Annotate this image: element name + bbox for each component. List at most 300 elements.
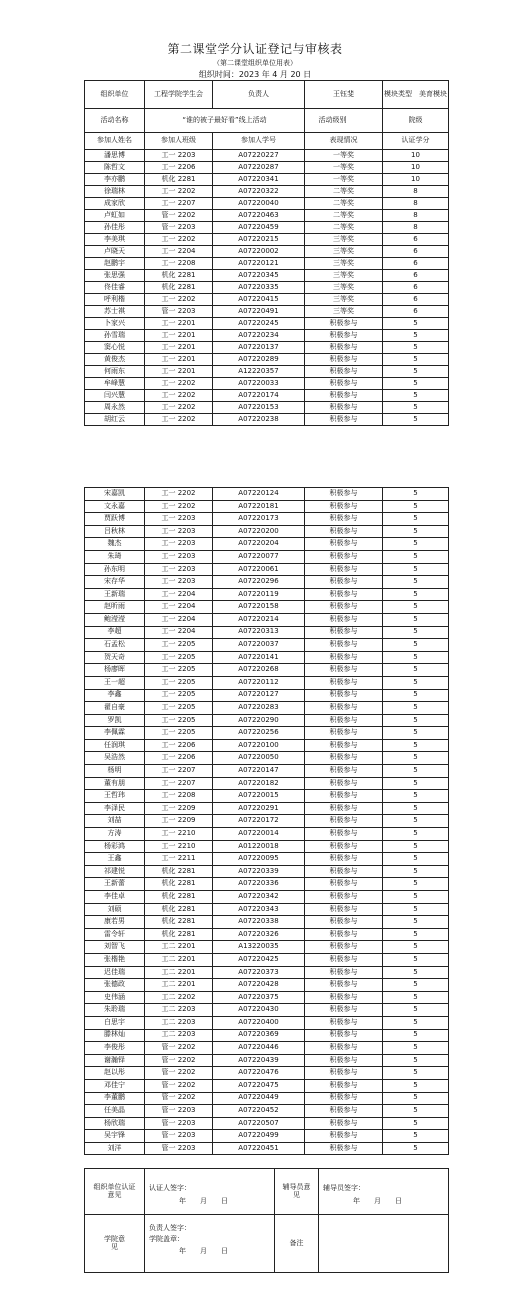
cell-class: 工一 2210	[145, 840, 213, 853]
cell-credit: 5	[383, 739, 449, 752]
cell-performance: 积极参与	[305, 777, 383, 790]
table-row	[85, 689, 449, 702]
table-row	[85, 626, 449, 639]
cell-class: 机化 2281	[145, 916, 213, 929]
table-row	[85, 828, 449, 841]
cell-class: 工一 2202	[145, 390, 213, 402]
cell-performance: 积极参与	[305, 1054, 383, 1067]
col-performance: 表现情况	[305, 133, 383, 150]
cell-performance: 积极参与	[305, 916, 383, 929]
cell-student-id: A07220313	[213, 626, 305, 639]
cell-performance: 积极参与	[305, 853, 383, 866]
cell-credit: 5	[383, 941, 449, 954]
cell-student-id: A07220119	[213, 588, 305, 601]
cell-name: 白思宇	[85, 1016, 145, 1029]
cell-student-id: A07220200	[213, 525, 305, 538]
cell-student-id: A13220035	[213, 941, 305, 954]
cell-name: 李美琪	[85, 234, 145, 246]
cell-name: 赵以彤	[85, 1067, 145, 1080]
table-row	[85, 294, 449, 306]
cell-student-id: A07220147	[213, 765, 305, 778]
cell-credit: 5	[383, 1067, 449, 1080]
cell-student-id: A07220002	[213, 246, 305, 258]
table-header-row	[85, 133, 449, 150]
cell-name: 史伟涵	[85, 991, 145, 1004]
cell-performance: 三等奖	[305, 234, 383, 246]
cell-class: 工一 2206	[145, 739, 213, 752]
cell-name: 苏士祺	[85, 306, 145, 318]
cell-credit: 5	[383, 676, 449, 689]
cell-performance: 积极参与	[305, 840, 383, 853]
cell-performance: 积极参与	[305, 802, 383, 815]
cell-name: 刘喆	[85, 815, 145, 828]
cell-class: 工一 2205	[145, 714, 213, 727]
table-row	[85, 488, 449, 501]
cell-student-id: A07220061	[213, 563, 305, 576]
cell-performance: 积极参与	[305, 651, 383, 664]
cell-name: 孙雪瑞	[85, 330, 145, 342]
table-row	[85, 702, 449, 715]
module-label: 模块类型	[384, 89, 412, 98]
cell-performance: 积极参与	[305, 702, 383, 715]
cell-credit: 5	[383, 991, 449, 1004]
cell-class: 工一 2205	[145, 639, 213, 652]
cell-name: 牟峰慧	[85, 378, 145, 390]
cell-class: 工一 2203	[145, 576, 213, 589]
cell-name: 卢晓天	[85, 246, 145, 258]
cell-performance: 积极参与	[305, 1042, 383, 1055]
col-name: 参加人姓名	[85, 133, 145, 150]
cell-class: 工一 2205	[145, 689, 213, 702]
cell-name: 迟佳瑞	[85, 966, 145, 979]
cell-credit: 5	[383, 402, 449, 414]
cell-performance: 积极参与	[305, 1092, 383, 1105]
table-row	[85, 318, 449, 330]
cell-credit: 5	[383, 979, 449, 992]
cell-performance: 积极参与	[305, 563, 383, 576]
cell-class: 工一 2207	[145, 198, 213, 210]
table-row	[85, 777, 449, 790]
table-row	[85, 342, 449, 354]
cell-class: 管一 2203	[145, 222, 213, 234]
cell-performance: 三等奖	[305, 270, 383, 282]
cell-performance: 积极参与	[305, 676, 383, 689]
cell-credit: 6	[383, 270, 449, 282]
cell-name: 雷令轩	[85, 928, 145, 941]
cell-performance: 积极参与	[305, 1079, 383, 1092]
table-row	[85, 752, 449, 765]
cell-credit: 5	[383, 1142, 449, 1155]
cell-performance: 积极参与	[305, 318, 383, 330]
cell-student-id: A07220459	[213, 222, 305, 234]
cell-name: 贺天奇	[85, 651, 145, 664]
cell-credit: 6	[383, 294, 449, 306]
cell-credit: 5	[383, 366, 449, 378]
cell-credit: 5	[383, 1092, 449, 1105]
cell-student-id: A07220182	[213, 777, 305, 790]
cell-student-id: A07220291	[213, 802, 305, 815]
cell-credit: 5	[383, 802, 449, 815]
cell-credit: 5	[383, 1079, 449, 1092]
table-row	[85, 234, 449, 246]
cell-class: 机化 2281	[145, 174, 213, 186]
cell-credit: 10	[383, 162, 449, 174]
cell-class: 工二 2203	[145, 1029, 213, 1042]
table-row	[85, 664, 449, 677]
table-row	[85, 953, 449, 966]
cell-credit: 5	[383, 891, 449, 904]
cell-credit: 5	[383, 588, 449, 601]
table-row	[85, 378, 449, 390]
cell-class: 工一 2202	[145, 294, 213, 306]
table-row	[85, 210, 449, 222]
cell-student-id: A07220452	[213, 1105, 305, 1118]
cell-credit: 5	[383, 1054, 449, 1067]
cell-name: 朱琦	[85, 550, 145, 563]
cell-student-id: A07220227	[213, 150, 305, 162]
cell-class: 管一 2202	[145, 1054, 213, 1067]
cell-credit: 8	[383, 198, 449, 210]
cell-student-id: A07220446	[213, 1042, 305, 1055]
cell-name: 陈哲文	[85, 162, 145, 174]
cell-credit: 5	[383, 714, 449, 727]
cell-class: 机化 2281	[145, 878, 213, 891]
cell-class: 工一 2201	[145, 354, 213, 366]
cell-student-id: A07220174	[213, 390, 305, 402]
cell-student-id: A07220322	[213, 186, 305, 198]
cell-student-id: A07220296	[213, 576, 305, 589]
cell-performance: 一等奖	[305, 174, 383, 186]
college-cell	[145, 1215, 275, 1273]
table-row	[85, 1142, 449, 1155]
table-row	[85, 588, 449, 601]
cell-name: 鲍滢滢	[85, 613, 145, 626]
col-id: 参加人学号	[213, 133, 305, 150]
certifier-sign: 认证人签字：	[149, 1184, 191, 1192]
cell-student-id: A07220415	[213, 294, 305, 306]
cell-performance: 积极参与	[305, 865, 383, 878]
cell-performance: 积极参与	[305, 891, 383, 904]
remark-value	[319, 1215, 449, 1273]
table-row	[85, 162, 449, 174]
cell-credit: 5	[383, 777, 449, 790]
cell-performance: 积极参与	[305, 342, 383, 354]
cell-class: 工一 2208	[145, 258, 213, 270]
table-row	[85, 878, 449, 891]
remark-label: 备注	[275, 1215, 319, 1273]
cell-class: 工一 2210	[145, 828, 213, 841]
cell-performance: 一等奖	[305, 162, 383, 174]
cell-performance: 积极参与	[305, 941, 383, 954]
cell-credit: 5	[383, 928, 449, 941]
cell-credit: 5	[383, 1117, 449, 1130]
table-row	[85, 1004, 449, 1017]
table-row	[85, 500, 449, 513]
cell-name: 邓佳宁	[85, 1079, 145, 1092]
cell-student-id: A07220095	[213, 853, 305, 866]
cell-performance: 积极参与	[305, 626, 383, 639]
college-opinion-label: 学院意见	[85, 1215, 145, 1273]
cell-credit: 5	[383, 414, 449, 426]
cell-name: 谢瀚铎	[85, 1054, 145, 1067]
cell-class: 工一 2209	[145, 815, 213, 828]
cell-credit: 5	[383, 953, 449, 966]
cell-name: 窦心悦	[85, 342, 145, 354]
cell-credit: 8	[383, 186, 449, 198]
lead-value: 王钰斐	[305, 81, 383, 109]
cell-class: 机化 2281	[145, 865, 213, 878]
cell-credit: 6	[383, 282, 449, 294]
cell-credit: 6	[383, 246, 449, 258]
cell-credit: 5	[383, 702, 449, 715]
cell-credit: 5	[383, 790, 449, 803]
cell-credit: 8	[383, 222, 449, 234]
cell-name: 赵鹏宇	[85, 258, 145, 270]
cell-name: 王新蕾	[85, 878, 145, 891]
cell-credit: 5	[383, 513, 449, 526]
table-row	[85, 270, 449, 282]
cell-student-id: A07220014	[213, 828, 305, 841]
cell-class: 工一 2205	[145, 702, 213, 715]
cell-performance: 二等奖	[305, 198, 383, 210]
module-cell	[383, 81, 449, 109]
cell-student-id: A07220050	[213, 752, 305, 765]
cell-class: 管一 2203	[145, 1117, 213, 1130]
cell-name: 贾跃博	[85, 513, 145, 526]
table-row	[85, 802, 449, 815]
table-row	[85, 979, 449, 992]
cell-name: 佟佳睿	[85, 282, 145, 294]
table-row	[85, 1130, 449, 1143]
cell-student-id: A07220339	[213, 865, 305, 878]
cell-student-id: A07220343	[213, 903, 305, 916]
cell-credit: 6	[383, 234, 449, 246]
cell-name: 李超	[85, 626, 145, 639]
cell-name: 卢虹如	[85, 210, 145, 222]
cell-class: 管一 2202	[145, 1042, 213, 1055]
cell-class: 工一 2204	[145, 588, 213, 601]
cell-student-id: A07220141	[213, 651, 305, 664]
cell-class: 工一 2205	[145, 651, 213, 664]
cell-name: 何雨东	[85, 366, 145, 378]
cell-performance: 积极参与	[305, 513, 383, 526]
cell-student-id: A07220245	[213, 318, 305, 330]
cell-student-id: A07220214	[213, 613, 305, 626]
cell-name: 方涛	[85, 828, 145, 841]
cell-student-id: A07220283	[213, 702, 305, 715]
table-row	[85, 739, 449, 752]
cell-student-id: A07220137	[213, 342, 305, 354]
cell-class: 工一 2204	[145, 626, 213, 639]
cell-performance: 积极参与	[305, 790, 383, 803]
cell-credit: 6	[383, 258, 449, 270]
cell-student-id: A07220256	[213, 727, 305, 740]
cell-class: 工一 2206	[145, 162, 213, 174]
cell-performance: 积极参与	[305, 739, 383, 752]
table-row	[85, 222, 449, 234]
cell-credit: 5	[383, 903, 449, 916]
cell-class: 管一 2202	[145, 1092, 213, 1105]
cell-performance: 积极参与	[305, 500, 383, 513]
cell-name: 董有朋	[85, 777, 145, 790]
cell-name: 朱聆瑞	[85, 1004, 145, 1017]
cell-credit: 5	[383, 878, 449, 891]
cell-student-id: A07220451	[213, 1142, 305, 1155]
cell-class: 工一 2201	[145, 342, 213, 354]
table-row	[85, 966, 449, 979]
cell-name: 闫兴慧	[85, 390, 145, 402]
cell-name: 张思强	[85, 270, 145, 282]
cell-performance: 积极参与	[305, 878, 383, 891]
cell-class: 工一 2203	[145, 513, 213, 526]
cell-credit: 5	[383, 828, 449, 841]
cell-name: 潘思博	[85, 150, 145, 162]
cell-credit: 5	[383, 916, 449, 929]
cell-student-id: A07220336	[213, 878, 305, 891]
date-field-3: 年 月 日	[179, 1247, 228, 1256]
cell-student-id: A07220121	[213, 258, 305, 270]
cell-class: 工二 2202	[145, 991, 213, 1004]
cell-performance: 积极参与	[305, 550, 383, 563]
cell-credit: 6	[383, 306, 449, 318]
cell-class: 工一 2201	[145, 318, 213, 330]
cell-credit: 5	[383, 330, 449, 342]
cell-student-id: A07220439	[213, 1054, 305, 1067]
cell-performance: 积极参与	[305, 354, 383, 366]
cell-student-id: A07220124	[213, 488, 305, 501]
cell-credit: 5	[383, 550, 449, 563]
cell-credit: 5	[383, 752, 449, 765]
cell-credit: 5	[383, 576, 449, 589]
cell-credit: 5	[383, 354, 449, 366]
table-row	[85, 903, 449, 916]
cell-class: 工一 2202	[145, 402, 213, 414]
table-row	[85, 613, 449, 626]
cell-student-id: A07220463	[213, 210, 305, 222]
cell-performance: 积极参与	[305, 815, 383, 828]
cell-credit: 5	[383, 1130, 449, 1143]
table-row	[85, 790, 449, 803]
cell-class: 机化 2281	[145, 903, 213, 916]
cell-name: 杨廖晖	[85, 664, 145, 677]
cell-class: 工二 2203	[145, 1016, 213, 1029]
cell-name: 吴浩然	[85, 752, 145, 765]
cell-credit: 5	[383, 727, 449, 740]
cell-performance: 积极参与	[305, 378, 383, 390]
cell-class: 工一 2207	[145, 765, 213, 778]
cell-credit: 5	[383, 1016, 449, 1029]
cell-name: 吕秋林	[85, 525, 145, 538]
table-row	[85, 150, 449, 162]
cell-student-id: A07220341	[213, 174, 305, 186]
cell-credit: 5	[383, 765, 449, 778]
cell-name: 石孟松	[85, 639, 145, 652]
cell-student-id: A07220400	[213, 1016, 305, 1029]
cell-performance: 积极参与	[305, 714, 383, 727]
cell-performance: 积极参与	[305, 601, 383, 614]
cell-name: 杨彩鸿	[85, 840, 145, 853]
cell-student-id: A07220215	[213, 234, 305, 246]
table-row	[85, 639, 449, 652]
cell-credit: 5	[383, 689, 449, 702]
cell-student-id: A07220158	[213, 601, 305, 614]
cell-student-id: A07220475	[213, 1079, 305, 1092]
cell-class: 工一 2211	[145, 853, 213, 866]
table-row	[85, 414, 449, 426]
cell-name: 呼利楷	[85, 294, 145, 306]
table-row	[85, 651, 449, 664]
cell-performance: 三等奖	[305, 282, 383, 294]
cell-student-id: A07220077	[213, 550, 305, 563]
table-row	[85, 390, 449, 402]
cell-performance: 积极参与	[305, 953, 383, 966]
signature-table	[84, 1168, 449, 1273]
cell-credit: 5	[383, 840, 449, 853]
table-row	[85, 891, 449, 904]
cell-student-id: A07220342	[213, 891, 305, 904]
date-field-1: 年 月 日	[179, 1196, 228, 1205]
cell-performance: 积极参与	[305, 727, 383, 740]
table-row	[85, 727, 449, 740]
table-row	[85, 174, 449, 186]
cell-name: 李鑫	[85, 689, 145, 702]
cell-credit: 5	[383, 601, 449, 614]
cell-name: 李佩霖	[85, 727, 145, 740]
cell-student-id: A07220430	[213, 1004, 305, 1017]
cell-class: 管一 2202	[145, 210, 213, 222]
counselor-cell	[319, 1169, 449, 1215]
cell-performance: 二等奖	[305, 186, 383, 198]
table-row	[85, 1067, 449, 1080]
cell-performance: 三等奖	[305, 246, 383, 258]
cell-name: 李佳卓	[85, 891, 145, 904]
cell-credit: 5	[383, 378, 449, 390]
cell-student-id: A07220015	[213, 790, 305, 803]
cell-class: 工二 2201	[145, 953, 213, 966]
cell-name: 翟自豪	[85, 702, 145, 715]
org-label: 组织单位	[85, 81, 145, 109]
cell-name: 王哲玮	[85, 790, 145, 803]
cell-class: 工一 2202	[145, 414, 213, 426]
cell-name: 赵昕雨	[85, 601, 145, 614]
cell-student-id: A07220449	[213, 1092, 305, 1105]
cell-class: 管一 2203	[145, 1142, 213, 1155]
cell-class: 工一 2206	[145, 752, 213, 765]
cell-student-id: A07220425	[213, 953, 305, 966]
cell-performance: 积极参与	[305, 639, 383, 652]
cell-performance: 积极参与	[305, 1142, 383, 1155]
cell-class: 工一 2203	[145, 563, 213, 576]
table-row	[85, 354, 449, 366]
counselor-sign: 辅导员签字：	[323, 1184, 365, 1192]
table-row	[85, 246, 449, 258]
cell-student-id: A07220172	[213, 815, 305, 828]
date-field-2: 年 月 日	[353, 1196, 402, 1205]
cell-name: 王鑫	[85, 853, 145, 866]
cell-name: 成家欣	[85, 198, 145, 210]
cell-credit: 5	[383, 815, 449, 828]
table-row	[85, 538, 449, 551]
cell-class: 工一 2203	[145, 525, 213, 538]
table-row	[85, 840, 449, 853]
table-row	[85, 563, 449, 576]
table-row	[85, 576, 449, 589]
cell-performance: 积极参与	[305, 1029, 383, 1042]
cell-student-id: A07220491	[213, 306, 305, 318]
table-row	[85, 1117, 449, 1130]
table-row	[85, 1092, 449, 1105]
cell-student-id: A01220018	[213, 840, 305, 853]
